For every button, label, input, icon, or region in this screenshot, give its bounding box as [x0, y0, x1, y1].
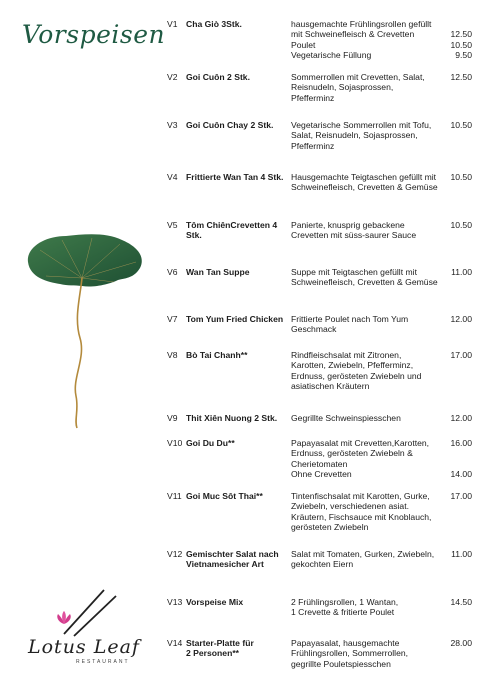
description-line	[291, 324, 443, 334]
description-line	[291, 130, 443, 140]
item-code: V11	[167, 491, 182, 501]
item-code: V1	[167, 19, 178, 29]
description-text: Pfefferminz	[291, 140, 335, 151]
item-code: V5	[167, 220, 178, 230]
description-text: Geschmack	[291, 324, 337, 335]
item-description	[291, 120, 472, 151]
description-line	[291, 522, 443, 532]
description-text: Papayasalat mit Crevetten,Karotten,	[291, 438, 430, 448]
description-line	[291, 491, 472, 501]
item-name-line: Starter-Platte für	[186, 638, 254, 648]
item-price: 14.00	[450, 468, 472, 479]
item-name-line: Goi Du Du**	[186, 438, 235, 448]
description-line	[291, 371, 443, 381]
description-line	[291, 93, 443, 103]
description-line	[291, 413, 472, 423]
item-name-line: Thit Xiên Nuong 2 Stk.	[186, 413, 278, 423]
description-text: Tintenfischsalat mit Karotten, Gurke,	[291, 491, 430, 501]
description-line	[291, 267, 472, 277]
item-price: 12.00	[450, 413, 472, 423]
description-line	[291, 360, 443, 370]
item-price: 10.50	[450, 39, 472, 50]
description-line	[291, 512, 443, 522]
description-line	[291, 120, 472, 130]
description-text: Vegetarische Sommerrollen mit Tofu,	[291, 120, 432, 130]
item-price: 11.00	[451, 267, 472, 277]
description-line	[291, 314, 472, 324]
item-code: V9	[167, 413, 178, 423]
item-name-line: Goi Muc Sôt Thai**	[186, 491, 263, 501]
description-text: Papayasalat, hausgemachte	[291, 638, 400, 648]
item-code: V3	[167, 120, 178, 130]
logo-wordmark: Lotus Leaf	[28, 636, 140, 658]
item-price: 10.50	[450, 172, 472, 182]
item-price: 17.00	[450, 350, 472, 360]
description-line	[291, 638, 472, 648]
description-text: Schweinefleisch, Crevetten & Gemüse	[291, 182, 438, 193]
description-line	[291, 350, 472, 360]
item-description	[291, 638, 472, 669]
description-text: Pfefferminz	[291, 92, 335, 103]
item-price: 10.50	[450, 220, 472, 230]
item-code: V6	[167, 267, 178, 277]
description-line	[291, 72, 472, 82]
item-code: V4	[167, 172, 178, 182]
item-price: 9.50	[455, 49, 472, 60]
description-text: mit Schweinefleisch & Crevetten	[291, 29, 415, 40]
item-name	[186, 413, 288, 423]
item-description	[291, 491, 472, 532]
item-code: V8	[167, 350, 178, 360]
description-line	[291, 141, 443, 151]
description-text: Panierte, knusprig gebackene	[291, 220, 405, 230]
item-description	[291, 350, 472, 391]
description-line	[291, 659, 443, 669]
description-text: Poulet	[291, 39, 316, 50]
description-line	[291, 182, 443, 192]
description-line	[291, 438, 472, 448]
description-text: Cherietomaten	[291, 458, 348, 469]
item-name	[186, 120, 288, 130]
description-text: Karotten, Zwiebeln, Pfefferminz,	[291, 360, 414, 371]
description-text: hausgemachte Frühlingsrollen gefüllt	[291, 19, 432, 29]
description-text: asiatischen Kräutern	[291, 380, 370, 391]
item-name	[186, 549, 288, 570]
item-price: 12.50	[450, 72, 472, 82]
item-name	[186, 597, 288, 607]
item-name-line: Gemischter Salat nach	[186, 549, 279, 559]
item-name-line: Cha Giò 3Stk.	[186, 19, 242, 29]
item-name-line: Goi Cuôn Chay 2 Stk.	[186, 120, 274, 130]
item-name-line: 2 Personen**	[186, 648, 240, 659]
description-text: Kräutern, Fischsauce mit Knoblauch,	[291, 511, 432, 522]
description-text: Erdnuss, gerösteten Zwiebeln und	[291, 370, 422, 381]
description-text: Zwiebeln, verschiedenen asiat.	[291, 501, 409, 512]
item-code: V14	[167, 638, 183, 648]
item-name-line: Vietnamesicher Art	[186, 559, 264, 570]
item-description	[291, 549, 472, 570]
item-name	[186, 19, 288, 29]
description-line	[291, 459, 443, 469]
item-name	[186, 350, 288, 360]
description-text: Ohne Crevetten	[291, 468, 352, 479]
description-line	[291, 277, 443, 287]
description-text: Hausgemachte Teigtaschen gefüllt mit	[291, 172, 437, 182]
item-name	[186, 172, 288, 182]
item-price: 11.00	[451, 549, 472, 559]
item-code: V12	[167, 549, 183, 559]
description-text: Rindfleischsalat mit Zitronen,	[291, 350, 402, 360]
description-text: Reisnudeln, Sojasprossen,	[291, 82, 394, 93]
item-price: 14.50	[450, 597, 472, 607]
description-line	[291, 559, 443, 569]
description-line	[291, 648, 443, 658]
item-price: 12.00	[450, 314, 472, 324]
description-line	[291, 230, 443, 240]
item-price: 17.00	[450, 491, 472, 501]
item-name	[186, 314, 288, 324]
description-line	[291, 172, 472, 182]
logo-subtitle: RESTAURANT	[76, 659, 130, 665]
description-text: Schweinefleisch, Crevetten & Gemüse	[291, 277, 438, 288]
item-name	[186, 267, 288, 277]
description-text: Frühlingsrollen, Sommerrollen,	[291, 648, 409, 659]
description-line	[291, 39, 472, 50]
item-price: 16.00	[450, 438, 472, 448]
item-name-line: Frittierte Wan Tan 4 Stk.	[186, 172, 284, 182]
item-name	[186, 491, 288, 501]
item-code: V2	[167, 72, 178, 82]
item-description	[291, 220, 472, 241]
description-line	[291, 49, 472, 60]
description-text: gegrillte Pouletspiesschen	[291, 658, 391, 669]
item-description	[291, 72, 472, 103]
description-text: Salat mit Tomaten, Gurken, Zwiebeln,	[291, 549, 435, 559]
description-line	[291, 82, 443, 92]
description-text: Gegrillte Schweinspiesschen	[291, 413, 401, 423]
item-price: 12.50	[450, 29, 472, 40]
page-title: Vorspeisen	[22, 20, 166, 49]
description-text: 2 Frühlingsrollen, 1 Wantan,	[291, 597, 399, 607]
item-name-line: Wan Tan Suppe	[186, 267, 250, 277]
item-name	[186, 72, 288, 82]
item-name-line: Tôm ChiênCrevetten 4 Stk.	[186, 220, 278, 241]
item-code: V13	[167, 597, 183, 607]
item-price: 10.50	[450, 120, 472, 130]
item-description	[291, 172, 472, 193]
description-line	[291, 597, 472, 607]
description-line	[291, 381, 443, 391]
description-line	[291, 501, 443, 511]
item-code: V7	[167, 314, 178, 324]
description-text: gekochten Eiern	[291, 559, 354, 570]
description-line	[291, 549, 472, 559]
item-description	[291, 597, 472, 618]
description-text: Salat, Reisnudeln, Sojasprossen,	[291, 130, 418, 141]
item-name-line: Tom Yum Fried Chicken	[186, 314, 284, 324]
item-name-line: Vorspeise Mix	[186, 597, 244, 607]
item-name-line: Goi Cuôn 2 Stk.	[186, 72, 250, 82]
description-text: Erdnuss, gerösteten Zwiebeln &	[291, 448, 413, 459]
description-text: Vegetarische Füllung	[291, 49, 372, 60]
description-line	[291, 29, 472, 40]
item-description	[291, 19, 472, 60]
description-line	[291, 19, 443, 29]
item-description	[291, 314, 472, 335]
item-description	[291, 413, 472, 423]
item-name	[186, 438, 288, 448]
description-line	[291, 468, 472, 479]
description-line	[291, 448, 443, 458]
description-line	[291, 607, 443, 617]
description-text: Crevetten mit süss-saurer Sauce	[291, 230, 417, 241]
item-code: V10	[167, 438, 183, 448]
item-description	[291, 267, 472, 288]
item-name	[186, 220, 288, 241]
description-text: Suppe mit Teigtaschen gefüllt mit	[291, 267, 417, 277]
description-line	[291, 220, 472, 230]
item-name	[186, 638, 288, 659]
description-text: gerösteten Zwiebeln	[291, 521, 369, 532]
description-text: 1 Crevette & fritierte Poulet	[291, 607, 395, 618]
item-price: 28.00	[450, 638, 472, 648]
description-text: Sommerrollen mit Crevetten, Salat,	[291, 72, 425, 82]
item-name-line: Bò Tai Chanh**	[186, 350, 248, 360]
item-description	[291, 438, 472, 479]
description-text: Frittierte Poulet nach Tom Yum	[291, 314, 409, 324]
